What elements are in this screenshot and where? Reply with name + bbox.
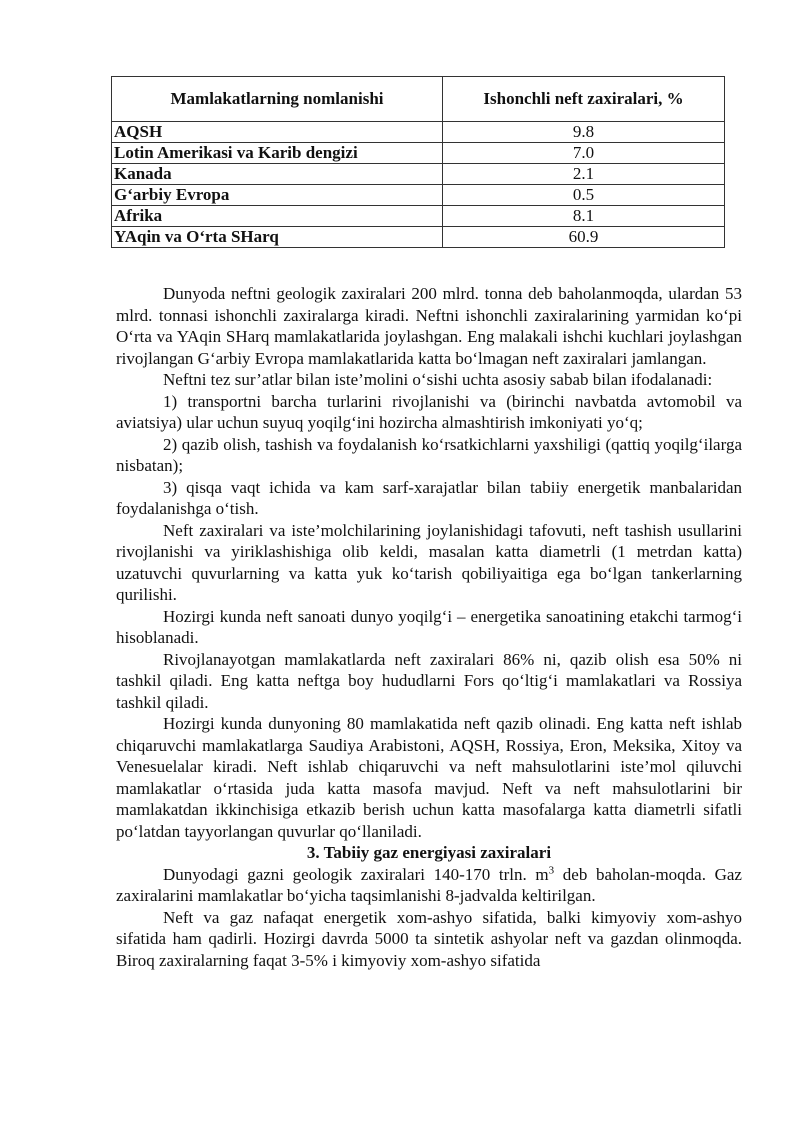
oil-reserves-table: [111, 76, 725, 248]
list-item: 1) transportni barcha turlarini rivojlanishi va (birinchi navbatda avtomobil va aviatsiya) ular uchun suyuq yoqilg‘ini hozircha almashtirish imkoniyati yo‘q;: [116, 391, 742, 432]
table-row: [112, 206, 725, 227]
list-item: 3) qisqa vaqt ichida va kam sarf-xarajatlar bilan tabiiy energetik manbalaridan foydalanishga o‘tish.: [116, 477, 742, 518]
table-row: [112, 227, 725, 248]
table-row: [112, 164, 725, 185]
paragraph: Hozirgi kunda dunyoning 80 mamlakatida neft qazib olinadi. Eng katta neft ishlab chiqaruvchi mamlakatlarga Saudiya Arabistoni, AQSH, Rossiya, Eron, Meksika, Xitoy va Venesuelalar kiradi. Neft ishlab chiqaruvchi va neft mahsulotlarini iste’mol qiluvchi mamlakatlar o‘rtasida juda katta masofa mavjud. Neft va neft mahsulotlarini bir mamlakatdan ikkinchisiga etkazib berish uchun katta masofalarga katta diametrli sifatli po‘latdan tayyorlangan quvurlar qo‘llaniladi.: [116, 714, 742, 841]
reserve-value-cell: 7.0: [443, 143, 725, 164]
table-row: [112, 143, 725, 164]
list-item: 2) qazib olish, tashish va foydalanish ko‘rsatkichlarni yaxshiligi (qattiq yoqilg‘ilarga nisbatan);: [116, 434, 742, 475]
section-heading: 3. Tabiiy gaz energiyasi zaxiralari: [306, 843, 552, 862]
table-row: [112, 122, 725, 143]
country-cell: Kanada: [112, 164, 443, 185]
superscript: 3: [548, 863, 555, 876]
reserve-value-cell: 2.1: [443, 164, 725, 185]
paragraph: Dunyoda neftni geologik zaxiralari 200 mlrd. tonna deb baholanmoqda, ulardan 53 mlrd. tonnasi ishonchli zaxiralarga kiradi. Neftni ishonchli zaxiralarining yarmidan ko‘pi O‘rta va YAqin SHarq mamlakatlarida joylashgan. Eng malakali ishchi kuchlari joylashgan rivojlangan G‘arbiy Evropa mamlakatlarida katta bo‘lmagan neft zaxiralari jamlangan.: [116, 284, 742, 368]
country-cell: G‘arbiy Evropa: [112, 185, 443, 206]
reserve-value-cell: 60.9: [443, 227, 725, 248]
reserve-value-cell: 8.1: [443, 206, 725, 227]
country-cell: Lotin Amerikasi va Karib dengizi: [112, 143, 443, 164]
paragraph: Neftni tez sur’atlar bilan iste’molini o‘sishi uchta asosiy sabab bilan ifodalanadi:: [163, 370, 713, 389]
paragraph-text: Dunyodagi gazni geologik zaxiralari 140-170 trln. m: [163, 864, 549, 884]
reserve-value-cell: 0.5: [443, 185, 725, 206]
reserve-value-cell: 9.8: [443, 122, 725, 143]
column-header-reserves: Ishonchli neft zaxiralari, %: [443, 77, 725, 122]
country-cell: YAqin va O‘rta SHarq: [112, 227, 443, 248]
column-header-country: Mamlakatlarning nomlanishi: [112, 77, 443, 122]
table-header-row: [112, 77, 725, 122]
paragraph-text: deb baholan-moqda. Gaz zaxiralarini mamlakatlar bo‘yicha taqsimlanishi 8-jadvalda keltirilgan.: [116, 864, 742, 905]
paragraph: [116, 864, 742, 907]
country-cell: AQSH: [112, 122, 443, 143]
paragraph: Neft zaxiralari va iste’molchilarining joylanishidagi tafovuti, neft tashish usullarini rivojlanishi va yiriklashishiga olib keldi, masalan katta diametrli (1 metrdan katta) uzatuvchi quvurlarning va katta yuk ko‘tarish qobiliyaitiga ega bo‘lgan tankerlarning qurilishi.: [116, 520, 742, 604]
country-cell: Afrika: [112, 206, 443, 227]
paragraph: Neft va gaz nafaqat energetik xom-ashyo sifatida, balki kimyoviy xom-ashyo sifatida ham qadirli. Hozirgi davrda 5000 ta sintetik ashyolar neft va gazdan olinmoqda. Biroq zaxiralarning faqat 3-5% i kimyoviy xom-ashyo sifatida: [116, 907, 742, 970]
paragraph: Hozirgi kunda neft sanoati dunyo yoqilg‘i – energetika sanoatining etakchi tarmog‘i hisoblanadi.: [116, 606, 742, 647]
table-row: [112, 185, 725, 206]
paragraph: Rivojlanayotgan mamlakatlarda neft zaxiralari 86% ni, qazib olish esa 50% ni tashkil qiladi. Eng katta neftga boy hududlarni Fors qo‘ltig‘i mamlakatlari va Rossiya tashkil qiladi.: [116, 649, 742, 712]
body-text: [116, 283, 742, 971]
